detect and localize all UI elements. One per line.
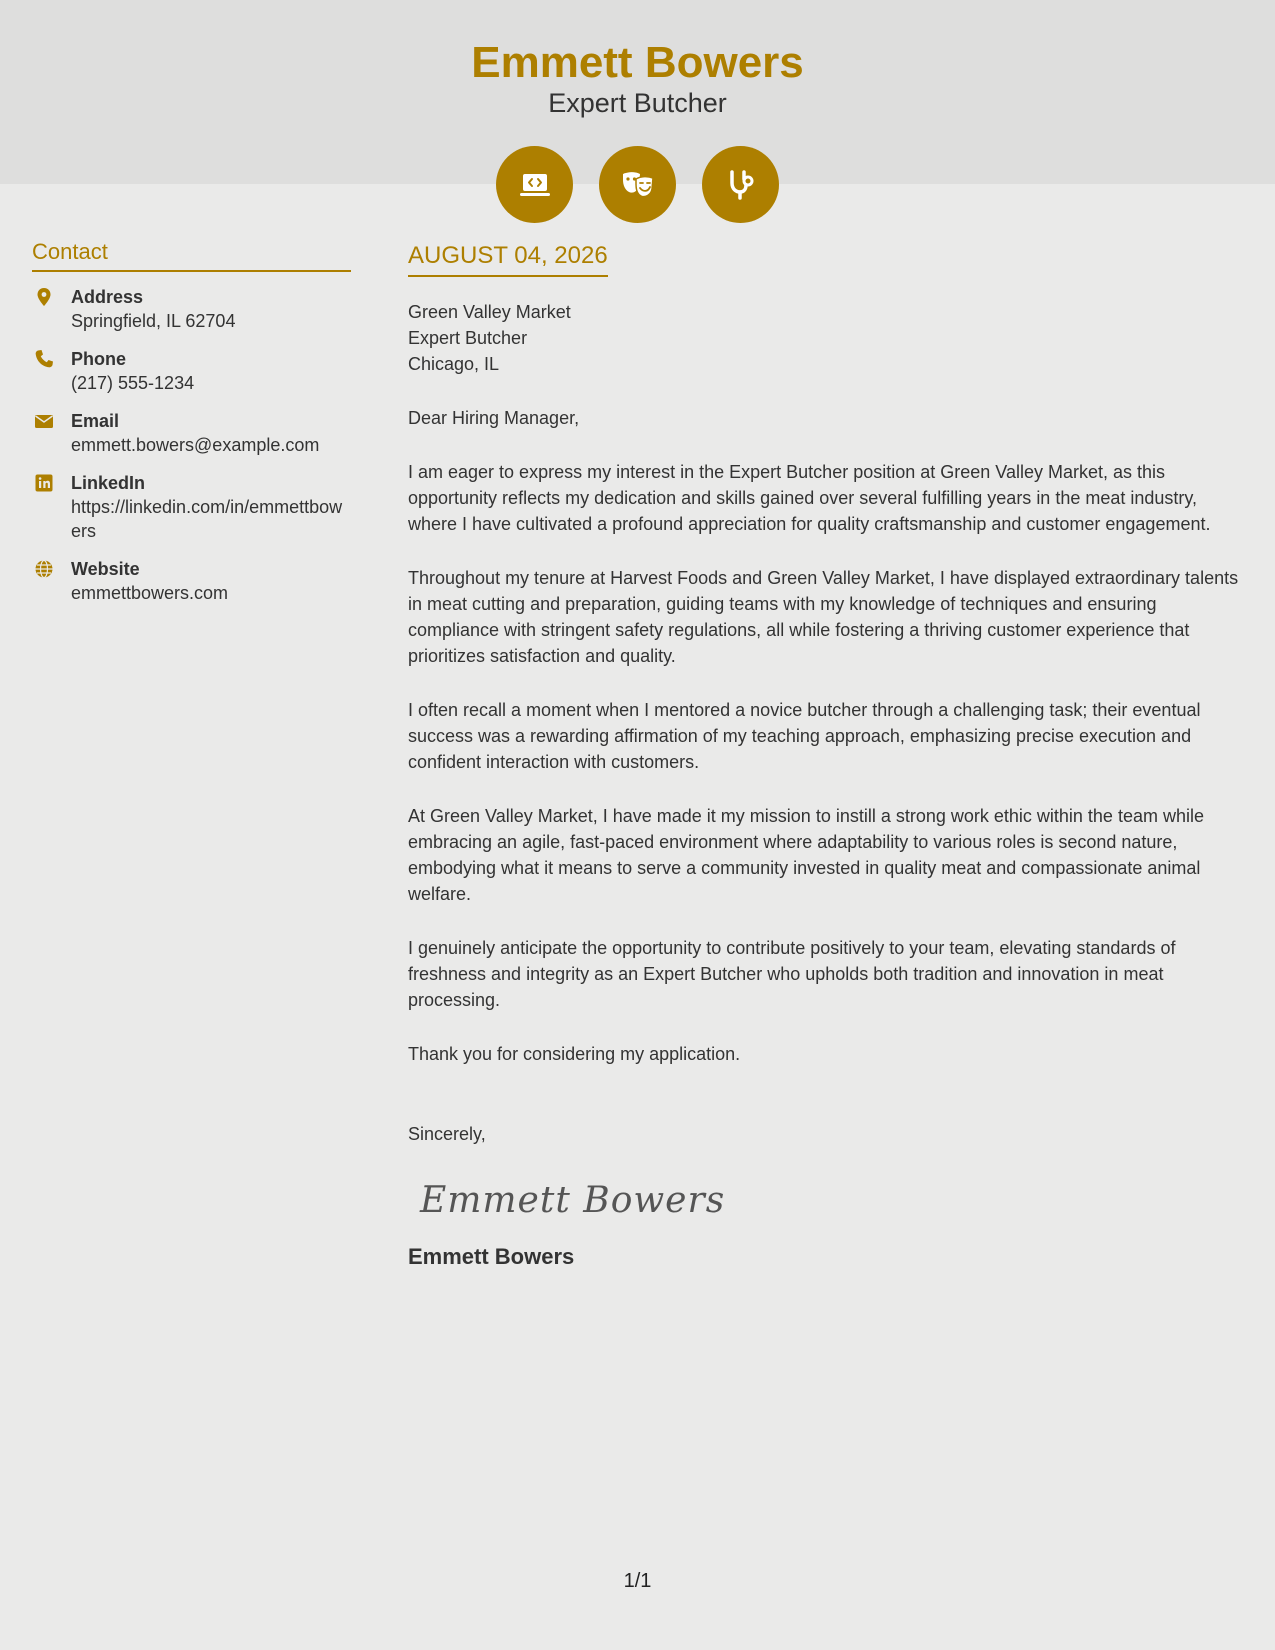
- letter-paragraph: I genuinely anticipate the opportunity to contribute positively to your team, elevating standards of freshness and integrity as an Expert Butcher who upholds both tradition and innovation in meat processing.: [408, 938, 1176, 1010]
- contact-email: [32, 409, 351, 457]
- applicant-title: Expert Butcher: [548, 88, 727, 118]
- contact-label: LinkedIn: [71, 473, 146, 493]
- contact-sidebar: [32, 238, 351, 605]
- contact-label: Website: [71, 559, 140, 579]
- page-number: 1/1: [623, 1570, 652, 1592]
- contact-value: emmett.bowers@example.com: [71, 435, 320, 455]
- signature: Emmett Bowers: [420, 1180, 726, 1221]
- stethoscope-icon: [702, 146, 779, 223]
- contact-label: Address: [71, 287, 144, 307]
- contact-value[interactable]: emmettbowers.com: [71, 583, 229, 603]
- letter-paragraph: At Green Valley Market, I have made it my mission to instill a strong work ethic within the team while embracing an agile, fast-paced environment where adaptability to various roles is second nature, embodying what it means to serve a community invested in quality meat and compassionate animal welfare.: [408, 806, 1204, 904]
- map-pin-icon: [34, 287, 54, 307]
- contact-heading: Contact: [32, 238, 351, 272]
- letter-paragraph: I often recall a moment when I mentored a novice butcher through a challenging task; their eventual success was a rewarding affirmation of my teaching approach, emphasizing precise execution and confident interaction with customers.: [408, 700, 1201, 772]
- closing: Sincerely,: [408, 1124, 486, 1144]
- contact-website: [32, 557, 351, 605]
- letter-date: AUGUST 04, 2026: [408, 240, 608, 277]
- recipient-block: [408, 299, 1248, 377]
- salutation: Dear Hiring Manager,: [408, 408, 580, 428]
- contact-phone: [32, 347, 351, 395]
- contact-label: Email: [71, 411, 120, 431]
- applicant-name: Emmett Bowers: [471, 38, 804, 87]
- laptop-code-icon: [496, 146, 573, 223]
- contact-label: Phone: [71, 349, 127, 369]
- contact-value: Springfield, IL 62704: [71, 311, 236, 331]
- recipient-location: Chicago, IL: [408, 354, 500, 374]
- linkedin-icon: [34, 473, 54, 493]
- recipient-position: Expert Butcher: [408, 328, 528, 348]
- recipient-company: Green Valley Market: [408, 302, 571, 322]
- contact-value: (217) 555-1234: [71, 373, 195, 393]
- contact-linkedin: [32, 471, 351, 543]
- globe-icon: [34, 559, 54, 579]
- letter-paragraph: Throughout my tenure at Harvest Foods and Green Valley Market, I have displayed extraordinary talents in meat cutting and preparation, guiding teams with my knowledge of techniques and ensuring compliance with stringent safety regulations, all while fostering a thriving customer experience that prioritizes satisfaction and quality.: [408, 568, 1239, 666]
- signer-name: Emmett Bowers: [408, 1244, 575, 1269]
- letter-body: [408, 240, 1248, 1271]
- letter-paragraph: I am eager to express my interest in the Expert Butcher position at Green Valley Market, as this opportunity reflects my dedication and skills gained over several fulfilling years in the meat industry, where I have cultivated a profound appreciation for quality craftsmanship and customer engagement.: [408, 462, 1211, 534]
- contact-value[interactable]: https://linkedin.com/in/emmettbowers: [71, 497, 343, 541]
- theater-masks-icon: [599, 146, 676, 223]
- phone-icon: [34, 349, 54, 369]
- letter-paragraph: Thank you for considering my application.: [408, 1044, 741, 1064]
- contact-address: [32, 285, 351, 333]
- envelope-icon: [34, 411, 54, 431]
- header-icons: [496, 146, 779, 223]
